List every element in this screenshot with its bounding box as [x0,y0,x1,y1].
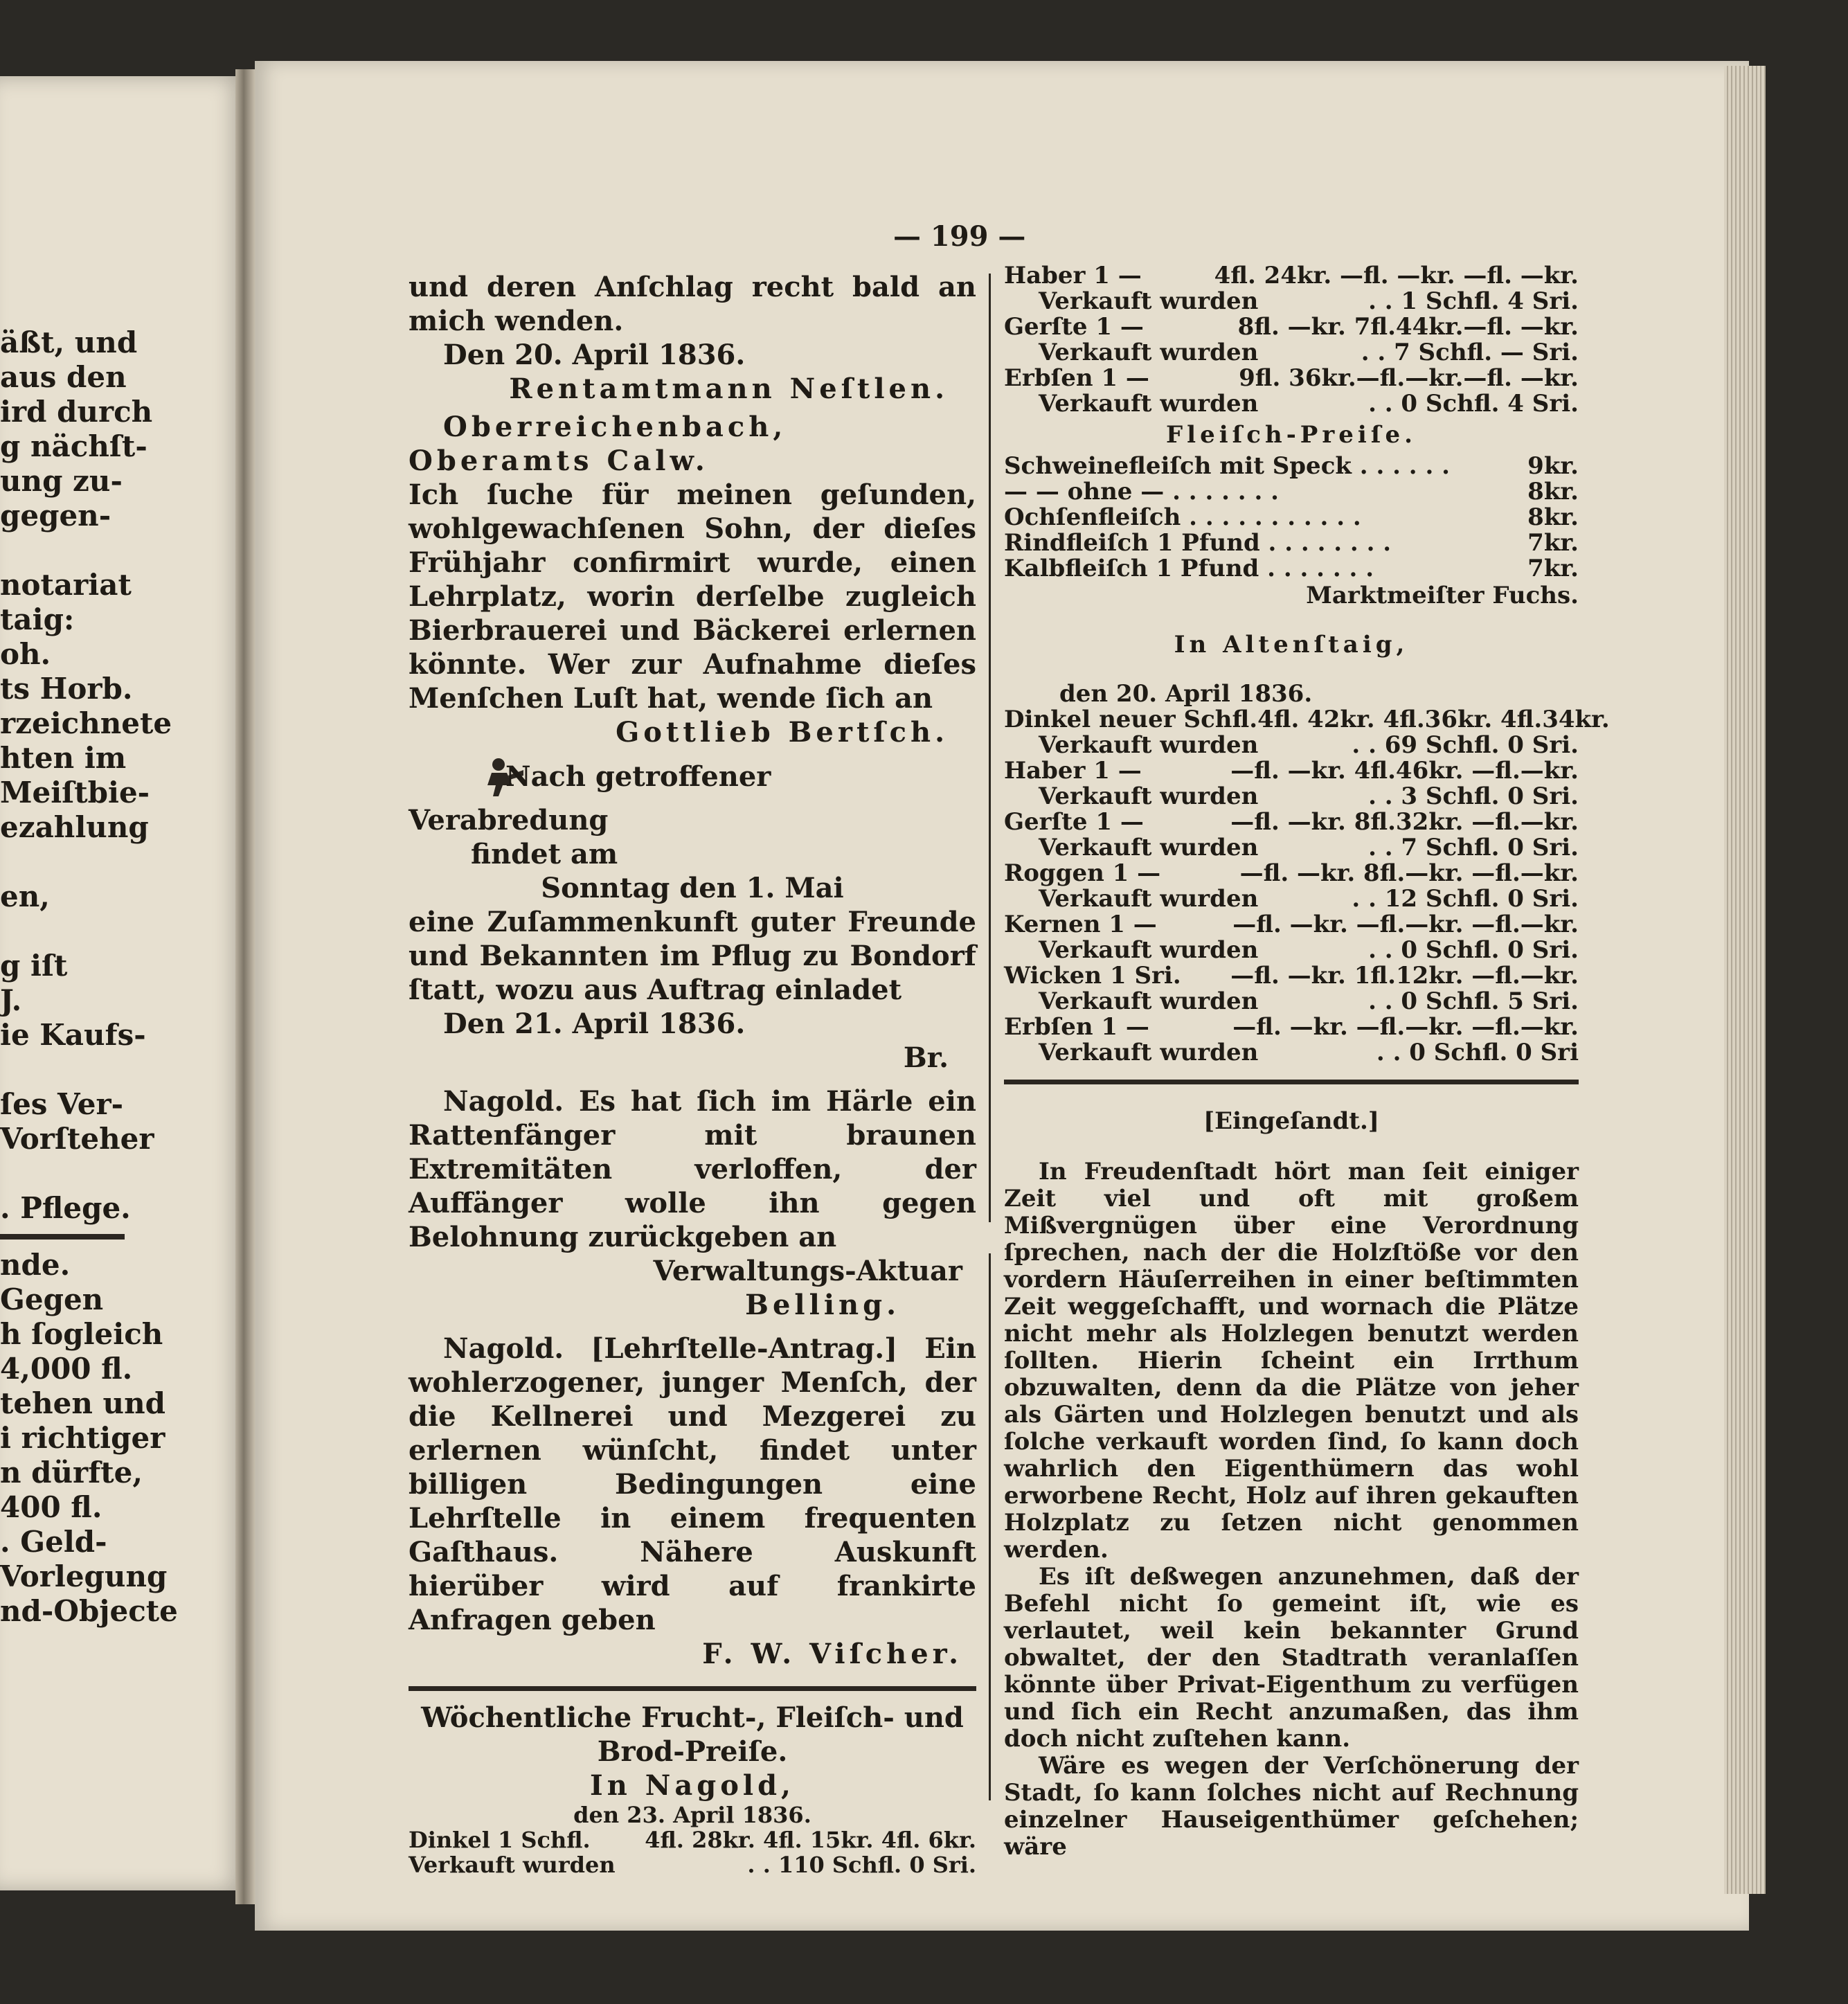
price-label: Verkauft wurden [1039,339,1259,366]
rider-icon [443,755,492,803]
fragment-line [0,533,132,568]
notice-date: Den 21. April 1836. [443,1008,746,1040]
price-row [1004,479,1579,505]
price-values: . . 69 Schfl. 0 Sri. [1352,731,1579,759]
left-column [409,270,976,1877]
market-heading: In Nagold, [590,1769,795,1802]
fragment-line: tehen und [0,1386,165,1420]
section-title: Fleiſch-Preiſe. [1166,421,1417,449]
price-row [1004,963,1579,989]
price-values: 8kr. [1527,478,1579,506]
book-gutter [235,69,256,1904]
price-values: . . 0 Schfl. 0 Sri [1376,1039,1579,1066]
fragment-line: aus den [0,360,127,394]
price-table [1004,706,1610,1066]
fragment-line: J. [0,983,22,1017]
fragment-line: i richtiger [0,1421,165,1455]
notice-text: Nagold. Es hat ſich im Härle ein Rattenfänger mit braunen Extremitäten verloffen, der Auffänger wolle ihn gegen Belohnung zurückgeben an [409,1085,976,1253]
price-label: — — ohne — . . . . . . . [1004,478,1279,506]
price-values: 7kr. [1527,529,1579,557]
article-text: In Freudenſtadt hört man ſeit einiger Zeit viel und oft mit großem Mißvergnügen über eine Verordnung ſprechen, nach der die Holzſtöße vor den vordern Häuſerreihen in einer beſtimmten Zeit weggeſchafft, und wornach die Plätze nicht mehr als Holzlegen benutzt werden ſollten. Hierin ſcheint ein Irrthum obzuwalten, denn da die Plätze von jeher als Gärten und Holzlegen benutzt und als ſolche verkauft worden ſind, ſo kann doch wahrlich den Eigenthümern das wohl erworbene Recht, Holz auf ihren gekauften Holzplatz zu ſetzen nicht genommen werden. [1004,1158,1579,1564]
price-label: Verkauft wurden [409,1852,616,1878]
price-values: —fl. —kr. 8fl.32kr. —fl.—kr. [1230,808,1579,836]
fragment-line: äßt, und [0,325,138,359]
price-values: 9fl. 36kr.—fl.—kr.—fl. —kr. [1239,364,1579,392]
price-label: Ochſenfleiſch . . . . . . . . . . . [1004,503,1361,531]
price-label: Gerſte 1 — [1004,313,1144,341]
price-row [1004,861,1579,886]
fragment-line: notariat [0,568,132,602]
notice-line: Nach getroffener Verabredung [409,760,771,837]
section-rule [0,1234,125,1240]
price-values: . . 0 Schfl. 4 Sri. [1368,390,1579,418]
price-label: Gerſte 1 — [1004,808,1144,836]
price-label: Verkauft wurden [1039,885,1259,913]
article-text: Es iſt deßwegen anzunehmen, daß der Befehl nicht ſo gemeint iſt, wie es verlautet, weil kein bekannter Grund obwaltet, der den Stadtrath veranlaſſen könnte über Privat-Eigenthum zu verfügen und ſich ein Recht anzumaßen, das ihm doch nicht zuſtehen kann. [1004,1563,1579,1753]
fragment-line: Vorlegung [0,1559,168,1593]
price-values: . . 0 Schfl. 0 Sri. [1368,936,1579,964]
price-label: Dinkel neuer Schfl. [1004,706,1258,733]
notice-signature: F. W. Viſcher. [702,1638,962,1670]
price-values: . . 12 Schfl. 0 Sri. [1352,885,1579,913]
market-date: den 23. April 1836. [573,1802,811,1828]
fragment-line: taig: [0,602,75,636]
fragment-line: h ſogleich [0,1317,163,1351]
price-values: —fl. —kr. 8fl.—kr. —fl.—kr. [1239,859,1579,887]
notice-signature: Rentamtmann Neſtlen. [509,373,949,405]
fragment-line [0,1156,132,1191]
price-values: . . 7 Schfl. — Sri. [1361,339,1579,366]
price-label: Kalbfleiſch 1 Pfund . . . . . . . [1004,555,1374,582]
price-values: . . 110 Schfl. 0 Sri. [747,1852,976,1878]
price-label: Dinkel 1 Schfl. [409,1827,591,1853]
price-row [1004,505,1579,530]
price-table [409,1827,976,1877]
fragment-line: 4,000 fl. [0,1352,133,1386]
price-row [1004,366,1579,391]
price-label: Kernen 1 — [1004,911,1157,938]
fragment-line: oh. [0,637,51,671]
price-values: . . 0 Schfl. 5 Sri. [1368,987,1579,1015]
notice-text: und deren Anſchlag recht bald an mich wenden. [409,271,976,337]
fragment-line: . Pflege. [0,1191,131,1225]
price-row [1004,454,1579,479]
price-row [1004,1040,1579,1066]
fragment-line: ſes Ver- [0,1087,124,1121]
price-row [1004,340,1579,366]
fragment-line [0,845,132,879]
price-label: Haber 1 — [1004,262,1142,289]
fragment-line: ird durch [0,395,153,429]
notice-signature: Br. [903,1041,949,1074]
fragment-line: 400 fl. [0,1490,102,1524]
price-label: Verkauft wurden [1039,987,1259,1015]
price-label: Verkauft wurden [1039,731,1259,759]
fragment-line: g iſt [0,949,68,983]
price-values: —fl. —kr. 1fl.12kr. —fl.—kr. [1230,962,1579,990]
price-row [409,1827,976,1852]
notice-signature: Verwaltungs-Aktuar [653,1255,962,1287]
market-heading: In Altenſtaig, [1174,631,1409,659]
price-label: Verkauft wurden [1039,1039,1259,1066]
price-row [1004,912,1579,938]
column-divider-bottom [989,1253,991,1800]
price-row [1004,530,1579,556]
price-label: Verkauft wurden [1039,390,1259,418]
notice-text: Ich ſuche für meinen geſunden, wohlgewachſenen Sohn, der dieſes Frühjahr confirmirt wurde, einen Lehrplatz, worin derſelbe zugleich Bierbrauerei und Bäckerei erlernen könnte. Wer zur Aufnahme dieſes Menſchen Luſt hat, wende ſich an [409,478,976,715]
fragment-line: ezahlung [0,810,149,844]
price-values: 4fl. 42kr. 4fl.36kr. 4fl.34kr. [1257,706,1610,733]
section-title: Wöchentliche Frucht-, Fleiſch- und Brod-Preiſe. [421,1701,964,1768]
fragment-line: g nächſt- [0,429,147,463]
price-values: 8fl. —kr. 7fl.44kr.—fl. —kr. [1237,313,1579,341]
price-label: Verkauft wurden [1039,834,1259,861]
price-row [1004,556,1579,582]
market-signature: Marktmeiſter Fuchs. [1306,582,1579,609]
fragment-line: ung zu- [0,464,123,498]
page-number: — 199 — [893,220,1026,253]
price-values: 7kr. [1527,555,1579,582]
fragment-line: n dürfte, [0,1456,143,1489]
section-rule [1004,1080,1579,1084]
fragment-line: . Geld- [0,1525,107,1559]
price-label: Verkauft wurden [1039,287,1259,315]
price-label: Erbſen 1 — [1004,1013,1149,1041]
price-values: 9kr. [1527,452,1579,480]
fragment-line: ts Horb. [0,672,133,706]
fragment-line: nde. [0,1248,71,1282]
market-date: den 20. April 1836. [1059,680,1313,708]
fragment-line [0,914,132,949]
price-values: . . 7 Schfl. 0 Sri. [1368,834,1579,861]
price-row [1004,263,1579,289]
price-row [409,1852,976,1877]
notice-date: Den 20. April 1836. [443,339,746,371]
price-row [1004,314,1579,340]
notice-text: Nagold. [Lehrſtelle-Antrag.] Ein wohlerzogener, junger Menſch, der die Kellnerei und Mezgerei zu erlernen wünſcht, findet unter billigen Bedingungen eine Lehrſtelle in einem frequenten Gaſthaus. Nähere Auskunft hierüber wird auf frankirte Anfragen geben [409,1332,976,1636]
price-row [1004,809,1579,835]
price-values: 4fl. 24kr. —fl. —kr. —fl. —kr. [1214,262,1579,289]
price-row [1004,835,1579,861]
price-row [1004,758,1579,784]
fragment-line: Vorſteher [0,1122,154,1156]
fragment-line: en, [0,879,50,913]
fragment-line: rzeichnete [0,706,172,740]
fragment-line: nd-Objecte [0,1594,178,1628]
price-label: Roggen 1 — [1004,859,1161,887]
left-page [0,76,246,1890]
notice-line: Sonntag den 1. Mai [541,872,844,904]
price-values: . . 3 Schfl. 0 Sri. [1368,782,1579,810]
price-table [1004,263,1579,417]
fragment-line: ie Kaufs- [0,1018,146,1052]
fragment-line: Gegen [0,1282,104,1316]
article-text: Wäre es wegen der Verſchönerung der Stadt, ſo kann ſolches nicht auf Rechnung einzelner Hauseigenthümer geſchehen; wäre [1004,1752,1579,1861]
price-label: Schweinefleiſch mit Speck . . . . . . [1004,452,1450,480]
notice-signature: Gottlieb Bertſch. [616,716,949,749]
meat-price-table [1004,454,1579,582]
notice-signature: Belling. [745,1289,900,1321]
price-row [1004,938,1579,963]
fragment-line: Meiſtbie- [0,776,150,809]
price-label: Verkauft wurden [1039,782,1259,810]
notice-text: eine Zuſammenkunft guter Freunde und Bekannten im Pflug zu Bondorf ſtatt, wozu aus Auftrag einladet [409,906,976,1006]
section-rule [409,1686,976,1691]
column-divider-top [989,274,991,1222]
fragment-line: gegen- [0,499,111,533]
price-row [1004,886,1579,912]
price-values: . . 1 Schfl. 4 Sri. [1368,287,1579,315]
price-label: Wicken 1 Sri. [1004,962,1181,990]
price-values: —fl. —kr. 4fl.46kr. —fl.—kr. [1230,757,1579,785]
price-label: Verkauft wurden [1039,936,1259,964]
right-column [1004,262,1610,1861]
price-values: 8kr. [1527,503,1579,531]
price-label: Erbſen 1 — [1004,364,1149,392]
price-row [1004,289,1579,314]
notice-line: findet am [471,838,618,870]
section-title: [Eingeſandt.] [1203,1107,1379,1135]
price-row [1004,1014,1579,1040]
price-values: —fl. —kr. —fl.—kr. —fl.—kr. [1232,1013,1579,1041]
price-row [1004,784,1579,809]
notice-text [409,755,976,837]
price-row [1004,391,1579,417]
fragment-line: hten im [0,741,127,775]
price-row [1004,989,1579,1014]
price-row [1004,706,1610,733]
price-label: Rindfleiſch 1 Pfund . . . . . . . . [1004,529,1392,557]
fragment-line [0,1053,132,1087]
notice-place: Oberreichenbach, Oberamts Calw. [409,411,787,477]
price-row [1004,733,1579,758]
page-edges [1724,66,1766,1894]
price-values: —fl. —kr. —fl.—kr. —fl.—kr. [1232,911,1579,938]
price-label: Haber 1 — [1004,757,1142,785]
left-page-fragment [0,325,178,1629]
price-values: 4fl. 28kr. 4fl. 15kr. 4fl. 6kr. [645,1827,976,1853]
